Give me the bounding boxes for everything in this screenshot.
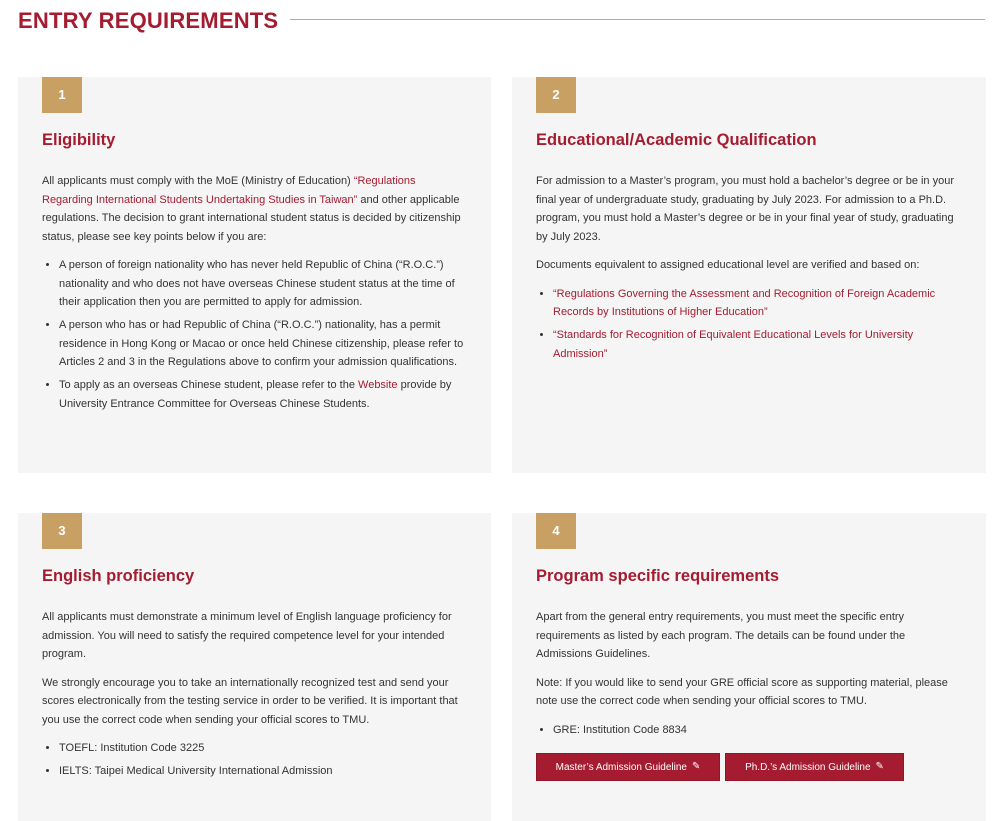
regulation-link[interactable]: “Regulations Governing the Assessment and Recognition of Foreign Academic Records by Institutions of Higher Education” — [553, 287, 936, 318]
gre-code-list — [536, 721, 962, 740]
test-paragraph: We strongly encourage you to take an internationally recognized test and send your scores electronically from the testing service in order to be verified. It is important that you use the correct code when sending your official scores to TMU. — [42, 676, 458, 726]
button-label: Ph.D.’s Admission Guideline — [745, 761, 871, 773]
list-item — [553, 285, 962, 322]
eligibility-card — [18, 77, 491, 473]
intro-text-cont: and other applicable regulations. The decision to grant international student status is decided by citizenship status, please see key points below if you are: — [42, 193, 461, 243]
phd-guideline-button[interactable] — [725, 753, 904, 781]
step-number-badge: 3 — [42, 513, 82, 549]
list-item — [553, 326, 962, 363]
regulations-link[interactable]: “Regulations Regarding International Students Undertaking Studies in Taiwan” — [42, 175, 416, 206]
eligibility-list — [42, 256, 467, 413]
section-heading — [18, 6, 985, 36]
website-link[interactable]: Website — [358, 379, 398, 391]
masters-guideline-button[interactable] — [536, 753, 720, 781]
list-item: • IELTS: Taipei Medical University International Admission — [59, 762, 467, 781]
regulation-links-list — [536, 285, 962, 364]
card-title: Educational/Academic Qualification — [536, 131, 817, 149]
card-title: Program specific requirements — [536, 567, 780, 585]
program-requirements-card — [512, 513, 986, 821]
qualification-paragraph: For admission to a Master’s program, you must hold a bachelor’s degree or be in your final year of undergraduate study, graduating by July 2023. For admission to a Ph.D. program, you must hold a Master’s degree or be in your final year of study, graduating by July 2023. — [536, 175, 955, 243]
gre-note-paragraph: Note: If you would like to send your GRE official score as supporting material, please note use the correct code when sending your official scores to TMU. — [536, 676, 948, 707]
proficiency-paragraph: All applicants must demonstrate a minimum level of English language proficiency for admission. You will need to satisfy the required competence level for your intended program. — [42, 611, 452, 660]
intro-text: All applicants must comply with the MoE (Ministry of Education) — [42, 175, 354, 187]
list-item-text: To apply as an overseas Chinese student, please refer to the — [59, 379, 359, 391]
academic-qualification-card — [512, 77, 986, 473]
list-item-text-cont: provide by University Entrance Committee for Overseas Chinese Students. — [59, 379, 452, 410]
step-number-badge: 1 — [42, 77, 82, 113]
list-item — [59, 376, 467, 413]
title-divider — [290, 19, 985, 20]
step-number-badge: 4 — [536, 513, 576, 549]
card-title: Eligibility — [42, 131, 116, 149]
step-number-badge: 2 — [536, 77, 576, 113]
test-code-list — [42, 739, 467, 781]
documents-paragraph: Documents equivalent to assigned educational level are verified and based on: — [536, 259, 920, 271]
list-item: • GRE: Institution Code 8834 — [553, 721, 962, 740]
button-label: Master’s Admission Guideline — [555, 761, 687, 773]
list-item: • TOEFL: Institution Code 3225 — [59, 739, 467, 758]
program-paragraph: Apart from the general entry requirements, you must meet the specific entry requirements as listed by each program. The details can be found under the Admissions Guidelines. — [536, 611, 906, 660]
card-title: English proficiency — [42, 567, 195, 585]
regulation-link[interactable]: “Standards for Recognition of Equivalent Educational Levels for University Admission” — [553, 329, 914, 360]
list-item: • A person of foreign nationality who has never held Republic of China (“R.O.C.”) nationality and who does not have overseas Chinese student status at the time of their application then you are permitted to apply for admission. — [59, 256, 467, 312]
pencil-icon: ✎ — [691, 761, 701, 772]
page-title: ENTRY REQUIREMENTS — [18, 8, 279, 33]
pencil-icon: ✎ — [875, 761, 884, 772]
guideline-buttons — [536, 753, 962, 781]
list-item: • A person who has or had Republic of China (“R.O.C.”) nationality, has a permit residence in Hong Kong or Macao or once held Chinese citizenship, please refer to Articles 2 and 3 in the Regulations above to confirm your admission qualifications. — [59, 316, 467, 372]
eligibility-intro — [42, 172, 467, 246]
english-proficiency-card — [18, 513, 491, 821]
